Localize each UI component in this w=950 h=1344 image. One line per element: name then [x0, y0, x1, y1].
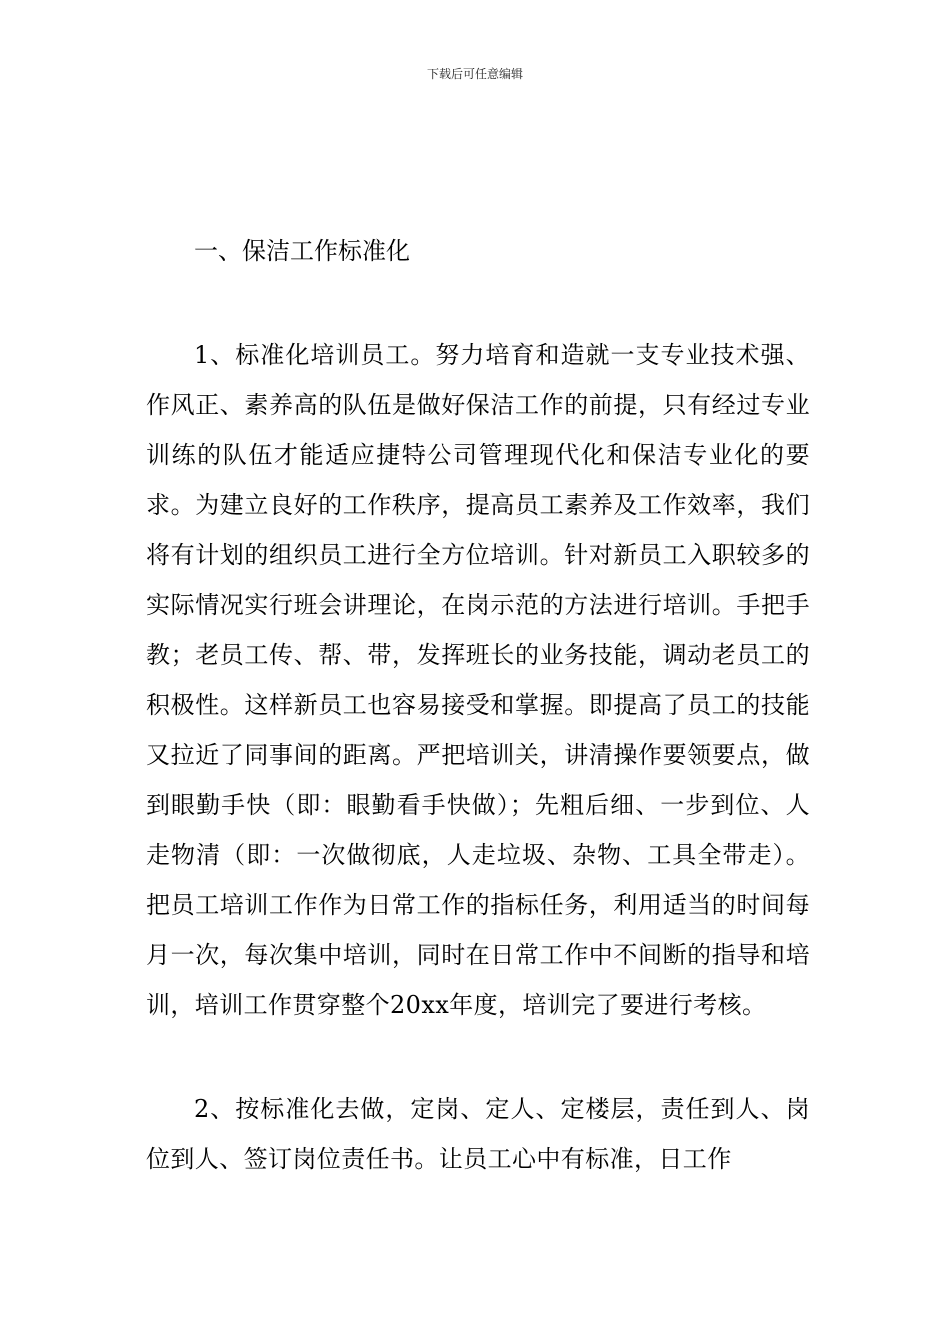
- paragraph-2: 2、按标准化去做，定岗、定人、定楼层，责任到人、岗位到人、签订岗位责任书。让员工心中有标准，日工作: [146, 1095, 810, 1173]
- header-note: 下载后可任意编辑: [426, 67, 523, 81]
- section-heading: 一、保洁工作标准化: [194, 237, 410, 265]
- paragraph-1: 1、标准化培训员工。努力培育和造就一支专业技术强、作风正、素养高的队伍是做好保洁工作的前提，只有经过专业训练的队伍才能适应捷特公司管理现代化和保洁专业化的要求。为建立良好的工作秩序，提高员工素养及工作效率，我们将有计划的组织员工进行全方位培训。针对新员工入职较多的实际情况实行班会讲理论，在岗示范的方法进行培训。手把手教；老员工传、帮、带，发挥班长的业务技能，调动老员工的积极性。这样新员工也容易接受和掌握。即提高了员工的技能又拉近了同事间的距离。严把培训关，讲清操作要领要点，做到眼勤手快（即：眼勤看手快做）；先粗后细、一步到位、人走物清（即：一次做彻底，人走垃圾、杂物、工具全带走）。把员工培训工作作为日常工作的指标任务，利用适当的时间每月一次，每次集中培训，同时在日常工作中不间断的指导和培训，培训工作贯穿整个20xx年度，培训完了要进行考核。: [146, 341, 810, 1019]
- document-body: [146, 226, 810, 1184]
